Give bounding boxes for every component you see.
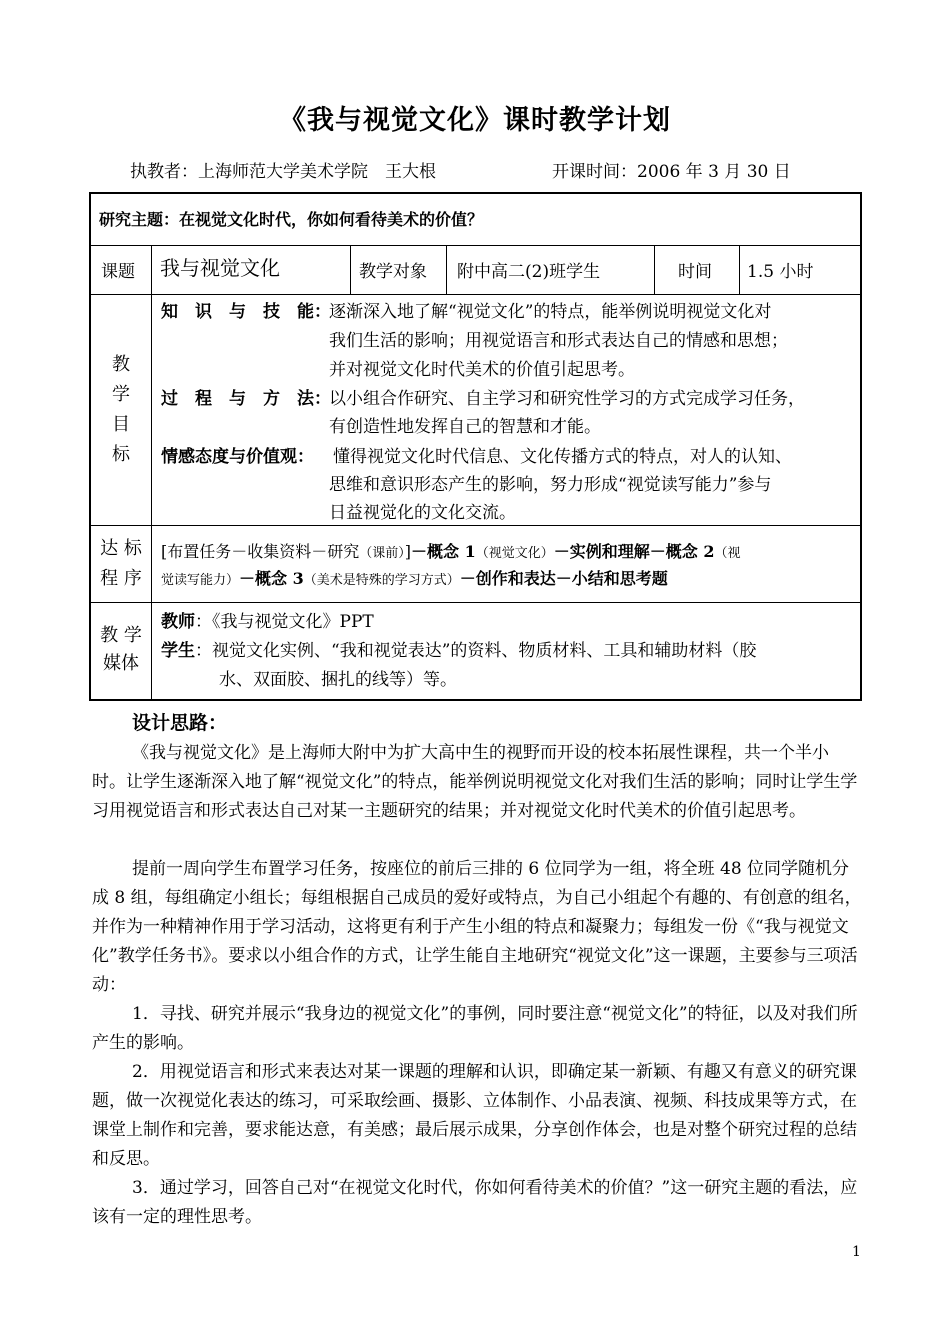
media-student-label: 学生 <box>161 641 195 661</box>
media-teacher <box>161 608 374 636</box>
design-heading: 设计思路： <box>132 712 228 734</box>
goals-label-char: 教 <box>112 354 130 375</box>
class-date: 开课时间：2006 年 3 月 30 日 <box>552 162 791 182</box>
design-paragraph: 2．用视觉语言和形式来表达对某一课题的理解和认识，即确定某一新颖、有趣又有意义的研究课题，做一次视觉化表达的练习，可采取绘画、摄影、立体制作、小品表演、视频、科技成果等方式，在课堂上制作和完善，要求能达意，有美感；最后展示成果，分享创作体会，也是对整个研究过程的总结和反思。 <box>92 1062 857 1169</box>
knowledge-label: 知 识 与 技 能： <box>161 302 331 322</box>
topic-label: 课题 <box>101 262 135 282</box>
time-value: 1.5 小时 <box>747 262 814 282</box>
table-rule <box>350 245 351 294</box>
goals-label-char: 目 <box>112 414 130 435</box>
process-step-concept: －实例和理解－概念 2 <box>553 542 715 561</box>
emotion-line: 日益视觉化的文化交流。 <box>329 503 516 523</box>
time-label: 时间 <box>678 262 712 282</box>
process-method-line: 有创造性地发挥自己的智慧和才能。 <box>329 417 601 437</box>
process-label <box>91 534 151 594</box>
process-method-label: 过 程 与 方 法： <box>161 389 331 409</box>
process-step-concept: －概念 3 <box>239 569 304 588</box>
process-label-line: 程 序 <box>100 568 142 589</box>
process-step-concept: －创作和表达－小结和思考题 <box>459 569 668 588</box>
research-theme: 研究主题：在视觉文化时代，你如何看待美术的价值？ <box>99 210 484 229</box>
topic-value: 我与视觉文化 <box>160 256 280 280</box>
knowledge-line: 逐渐深入地了解“视觉文化”的特点，能举例说明视觉文化对 <box>329 302 772 322</box>
process-step-text: ] <box>404 542 412 561</box>
table-rule <box>446 245 447 294</box>
media-student-cont: 水、双面胶、捆扎的线等）等。 <box>219 670 457 690</box>
goals-label <box>91 350 151 470</box>
design-paragraph: 1．寻找、研究并展示“我身边的视觉文化”的事例，同时要注意“视觉文化”的特征，以及对我们所产生的影响。 <box>92 1004 858 1053</box>
document-title: 《我与视觉文化》课时教学计划 <box>279 105 671 136</box>
process-step-note: （视觉文化） <box>475 546 554 561</box>
media-label-line: 教 学 <box>100 625 142 646</box>
media-teacher-value: ：《我与视觉文化》PPT <box>195 612 374 632</box>
table-rule <box>91 602 862 603</box>
process-step-note: （课前） <box>359 546 405 561</box>
media-label-line: 媒体 <box>103 653 139 674</box>
emotion-label: 情感态度与价值观： <box>161 447 314 467</box>
goals-label-char: 标 <box>112 444 130 465</box>
process-steps-line-1 <box>161 538 740 568</box>
table-rule <box>91 245 862 246</box>
goals-label-char: 学 <box>112 384 130 405</box>
audience-value: 附中高二(2)班学生 <box>457 262 601 282</box>
process-step-note: （美术是特殊的学习方式） <box>303 573 460 588</box>
process-step-text: [布置任务－收集资料－研究 <box>161 542 360 561</box>
knowledge-line: 并对视觉文化时代美术的价值引起思考。 <box>329 360 635 380</box>
knowledge-line: 我们生活的影响；用视觉语言和形式表达自己的情感和思想； <box>329 331 788 351</box>
process-step-concept: －概念 1 <box>411 542 476 561</box>
design-paragraph: 《我与视觉文化》是上海师大附中为扩大高中生的视野而开设的校本拓展性课程，共一个半小时。让学生逐渐深入地了解“视觉文化”的特点，能举例说明视觉文化对我们生活的影响；同时让学生学习用视觉语言和形式表达自己对某一主题研究的结果；并对视觉文化时代美术的价值引起思考。 <box>92 743 858 821</box>
process-steps-line-2 <box>161 565 668 595</box>
page-number: 1 <box>852 1244 861 1260</box>
teacher-info: 执教者：上海师范大学美术学院 王大根 <box>130 162 436 182</box>
lesson-plan-table <box>89 192 862 701</box>
process-step-note: 觉读写能力） <box>161 573 240 588</box>
media-label <box>91 622 151 678</box>
table-rule <box>151 245 152 701</box>
design-paragraph: 3．通过学习，回答自己对“在视觉文化时代，你如何看待美术的价值？”这一研究主题的看法，应该有一定的理性思考。 <box>92 1178 858 1227</box>
process-method-line: 以小组合作研究、自主学习和研究性学习的方式完成学习任务， <box>329 389 805 409</box>
design-paragraph: 提前一周向学生布置学习任务，按座位的前后三排的 6 位同学为一组，将全班 48 位同学随机分成 8 组，每组确定小组长；每组根据自己成员的爱好或特点，为自己小组起个有趣的、有创意的组名，并作为一种精神作用于学习活动，这将更有利于产生小组的特点和凝聚力；每组发一份《“我与视觉文化”教学任务书》。要求以小组合作的方式，让学生能自主地研究“视觉文化”这一课题，主要参与三项活动： <box>92 859 862 995</box>
table-rule <box>739 245 740 294</box>
media-teacher-label: 教师 <box>161 612 195 632</box>
table-rule <box>91 294 862 295</box>
emotion-line: 思维和意识形态产生的影响，努力形成“视觉读写能力”参与 <box>329 475 772 495</box>
emotion-line: 懂得视觉文化时代信息、文化传播方式的特点，对人的认知、 <box>333 447 792 467</box>
audience-label: 教学对象 <box>359 262 427 282</box>
media-student-value: ：视觉文化实例、“我和视觉表达”的资料、物质材料、工具和辅助材料（胶 <box>195 641 757 661</box>
media-student <box>161 637 756 665</box>
table-rule <box>654 245 655 294</box>
process-step-note: （视 <box>714 546 741 561</box>
process-label-line: 达 标 <box>100 538 142 559</box>
